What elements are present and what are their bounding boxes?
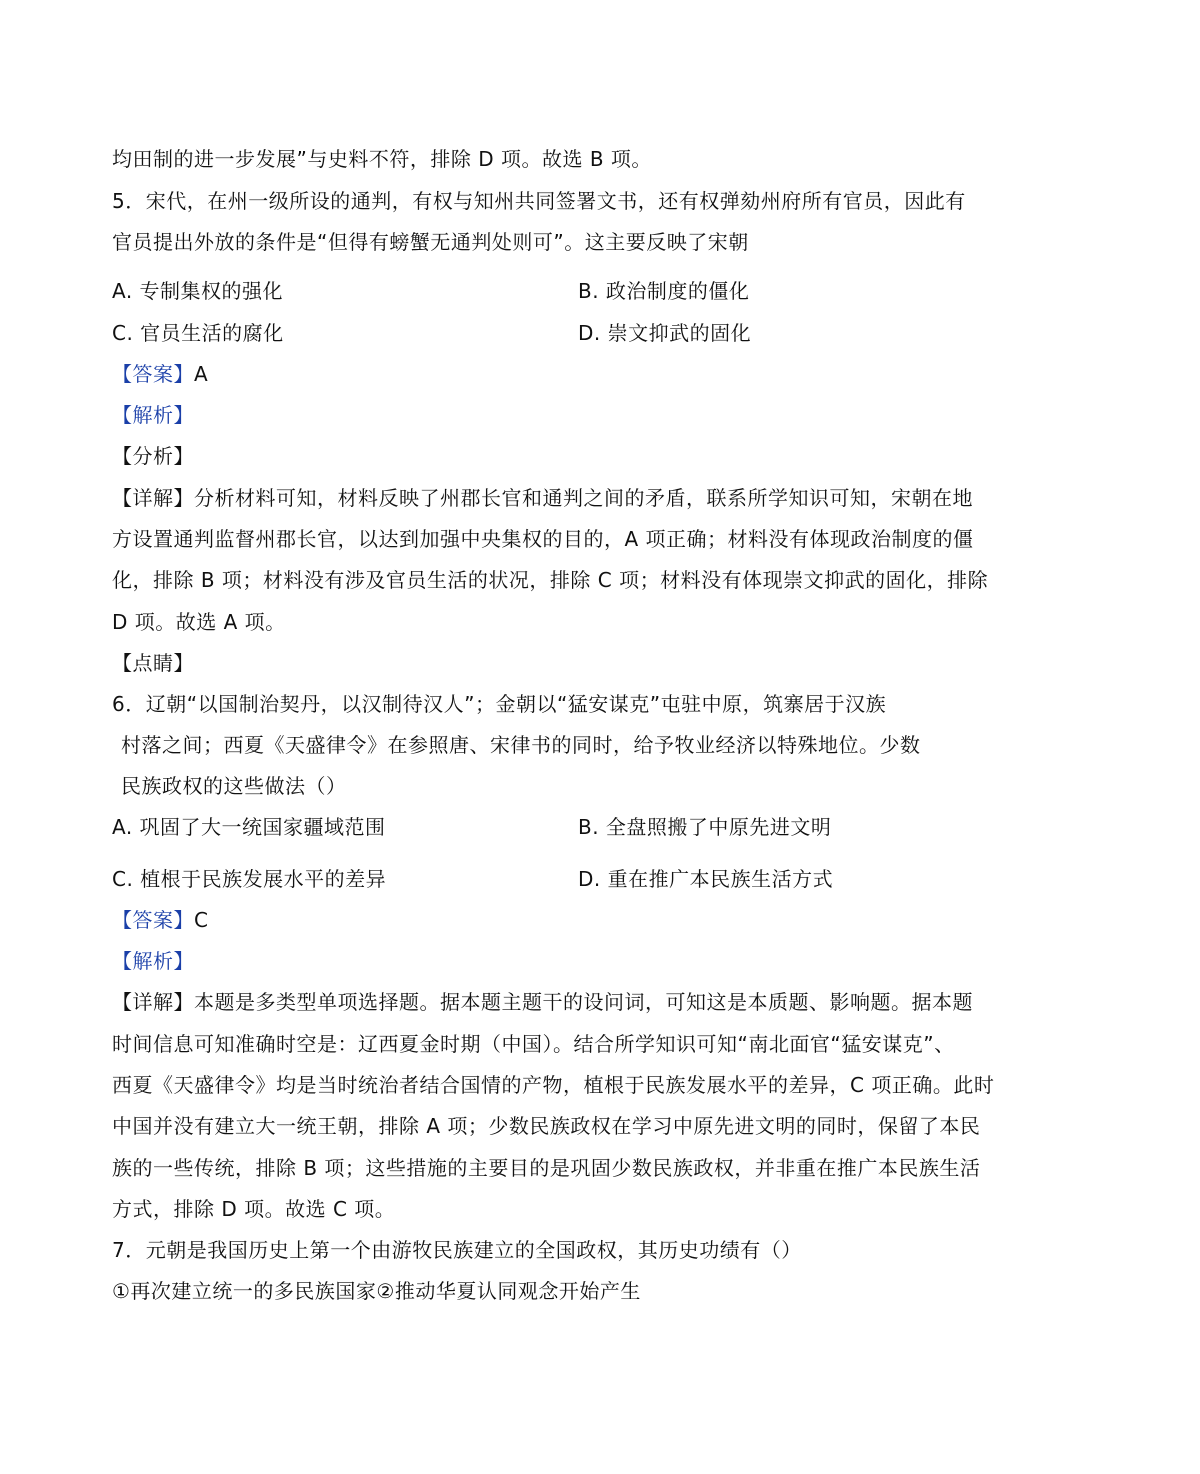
question-6-stem: 民族政权的这些做法（）	[121, 774, 347, 798]
question-6-option-c: C. 植根于民族发展水平的差异	[112, 867, 387, 891]
question-5-stem: 官员提出外放的条件是“但得有螃蟹无通判处则可”。这主要反映了宋朝	[112, 230, 749, 254]
question-5-detail: D 项。故选 A 项。	[112, 610, 286, 634]
analysis-label: 【解析】	[112, 949, 194, 973]
question-6-detail: 【详解】本题是多类型单项选择题。据本题主题干的设问词，可知这是本质题、影响题。据本题	[112, 990, 973, 1014]
question-5-answer	[112, 360, 208, 388]
answer-label: 【答案】	[112, 908, 194, 932]
question-5-option-c: C. 官员生活的腐化	[112, 321, 284, 345]
question-6-detail: 方式，排除 D 项。故选 C 项。	[112, 1197, 396, 1221]
dianjing-label: 【点睛】	[112, 651, 194, 675]
question-5-option-d: D. 崇文抑武的固化	[578, 321, 752, 345]
question-6-option-d: D. 重在推广本民族生活方式	[578, 867, 834, 891]
answer-value: C	[194, 908, 209, 932]
question-6-option-b: B. 全盘照搬了中原先进文明	[578, 815, 832, 839]
question-6-detail: 中国并没有建立大一统王朝，排除 A 项；少数民族政权在学习中原先进文明的同时，保留了本民	[112, 1114, 981, 1138]
fenxi-label: 【分析】	[112, 444, 194, 468]
answer-value: A	[194, 362, 209, 386]
question-7-stem: 7．元朝是我国历史上第一个由游牧民族建立的全国政权，其历史功绩有（）	[112, 1238, 802, 1262]
question-6-stem: 村落之间；西夏《天盛律令》在参照唐、宋律书的同时，给予牧业经济以特殊地位。少数	[121, 733, 921, 757]
question-6-detail: 族的一些传统，排除 B 项；这些措施的主要目的是巩固少数民族政权，并非重在推广本民族生活	[112, 1156, 981, 1180]
question-7-statements: ①再次建立统一的多民族国家②推动华夏认同观念开始产生	[112, 1279, 641, 1303]
question-5-stem: 5．宋代，在州一级所设的通判，有权与知州共同签署文书，还有权弹劾州府所有官员，因此有	[112, 189, 966, 213]
question-5-detail: 化，排除 B 项；材料没有涉及官员生活的状况，排除 C 项；材料没有体现崇文抑武的固化，排除	[112, 568, 989, 592]
question-6-answer	[112, 906, 208, 934]
question-6-stem: 6．辽朝“以国制治契丹，以汉制待汉人”；金朝以“猛安谋克”屯驻中原，筑寨居于汉族	[112, 692, 887, 716]
question-6-option-a: A. 巩固了大一统国家疆域范围	[112, 815, 386, 839]
analysis-label: 【解析】	[112, 403, 194, 427]
question-5-option-a: A. 专制集权的强化	[112, 279, 284, 303]
answer-label: 【答案】	[112, 362, 194, 386]
text-line: 均田制的进一步发展”与史料不符，排除 D 项。故选 B 项。	[112, 147, 652, 171]
question-6-detail: 时间信息可知准确时空是：辽西夏金时期（中国）。结合所学知识可知“南北面官“猛安谋克”、	[112, 1032, 955, 1056]
question-5-option-b: B. 政治制度的僵化	[578, 279, 750, 303]
question-5-detail: 方设置通判监督州郡长官，以达到加强中央集权的目的，A 项正确；材料没有体现政治制度的僵	[112, 527, 974, 551]
question-6-detail: 西夏《天盛律令》均是当时统治者结合国情的产物，植根于民族发展水平的差异，C 项正确。此时	[112, 1073, 995, 1097]
question-5-detail: 【详解】分析材料可知，材料反映了州郡长官和通判之间的矛盾，联系所学知识可知，宋朝在地	[112, 486, 973, 510]
